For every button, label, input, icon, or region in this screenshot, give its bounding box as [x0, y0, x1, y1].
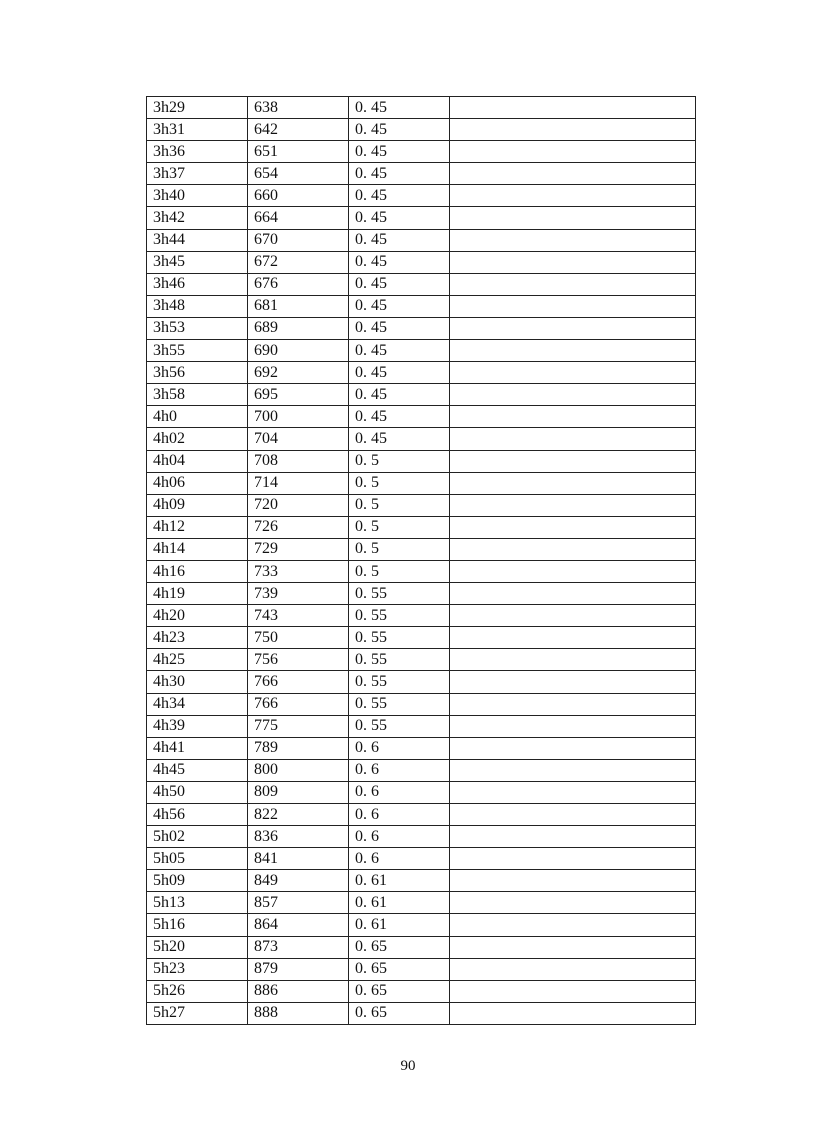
note-cell	[450, 958, 696, 980]
value-cell: 775	[248, 715, 349, 737]
note-cell	[450, 560, 696, 582]
table-row	[147, 826, 696, 848]
note-cell	[450, 715, 696, 737]
value-cell: 836	[248, 826, 349, 848]
data-table	[146, 96, 696, 1025]
note-cell	[450, 428, 696, 450]
time-cell: 4h39	[147, 715, 248, 737]
note-cell	[450, 892, 696, 914]
ratio-cell: 0. 55	[349, 605, 450, 627]
table-row	[147, 273, 696, 295]
ratio-cell: 0. 55	[349, 583, 450, 605]
note-cell	[450, 406, 696, 428]
table-row	[147, 936, 696, 958]
table-row	[147, 185, 696, 207]
ratio-cell: 0. 55	[349, 693, 450, 715]
ratio-cell: 0. 65	[349, 980, 450, 1002]
table-row	[147, 384, 696, 406]
ratio-cell: 0. 65	[349, 958, 450, 980]
table-row	[147, 141, 696, 163]
table-row	[147, 759, 696, 781]
time-cell: 4h23	[147, 627, 248, 649]
time-cell: 4h04	[147, 450, 248, 472]
note-cell	[450, 273, 696, 295]
table-row	[147, 472, 696, 494]
ratio-cell: 0. 6	[349, 781, 450, 803]
note-cell	[450, 516, 696, 538]
ratio-cell: 0. 5	[349, 472, 450, 494]
table-row	[147, 1002, 696, 1024]
time-cell: 3h58	[147, 384, 248, 406]
note-cell	[450, 914, 696, 936]
ratio-cell: 0. 65	[349, 1002, 450, 1024]
table-row	[147, 804, 696, 826]
time-cell: 4h45	[147, 759, 248, 781]
table-row	[147, 428, 696, 450]
value-cell: 729	[248, 538, 349, 560]
note-cell	[450, 759, 696, 781]
value-cell: 704	[248, 428, 349, 450]
ratio-cell: 0. 61	[349, 870, 450, 892]
note-cell	[450, 627, 696, 649]
value-cell: 888	[248, 1002, 349, 1024]
table-row	[147, 340, 696, 362]
time-cell: 4h20	[147, 605, 248, 627]
ratio-cell: 0. 6	[349, 737, 450, 759]
ratio-cell: 0. 6	[349, 826, 450, 848]
value-cell: 733	[248, 560, 349, 582]
value-cell: 676	[248, 273, 349, 295]
value-cell: 708	[248, 450, 349, 472]
table-row	[147, 715, 696, 737]
time-cell: 3h40	[147, 185, 248, 207]
value-cell: 690	[248, 340, 349, 362]
ratio-cell: 0. 65	[349, 936, 450, 958]
time-cell: 5h09	[147, 870, 248, 892]
value-cell: 695	[248, 384, 349, 406]
time-cell: 3h44	[147, 229, 248, 251]
table-row	[147, 119, 696, 141]
value-cell: 800	[248, 759, 349, 781]
ratio-cell: 0. 45	[349, 185, 450, 207]
table-row	[147, 516, 696, 538]
note-cell	[450, 362, 696, 384]
time-cell: 5h16	[147, 914, 248, 936]
note-cell	[450, 1002, 696, 1024]
note-cell	[450, 538, 696, 560]
value-cell: 714	[248, 472, 349, 494]
value-cell: 681	[248, 295, 349, 317]
ratio-cell: 0. 55	[349, 627, 450, 649]
ratio-cell: 0. 45	[349, 141, 450, 163]
table-row	[147, 980, 696, 1002]
time-cell: 3h37	[147, 163, 248, 185]
note-cell	[450, 826, 696, 848]
note-cell	[450, 737, 696, 759]
table-row	[147, 627, 696, 649]
value-cell: 841	[248, 848, 349, 870]
ratio-cell: 0. 45	[349, 207, 450, 229]
ratio-cell: 0. 61	[349, 892, 450, 914]
note-cell	[450, 494, 696, 516]
value-cell: 766	[248, 693, 349, 715]
time-cell: 5h27	[147, 1002, 248, 1024]
time-cell: 3h53	[147, 317, 248, 339]
table-row	[147, 538, 696, 560]
table-row	[147, 583, 696, 605]
ratio-cell: 0. 45	[349, 251, 450, 273]
value-cell: 809	[248, 781, 349, 803]
ratio-cell: 0. 45	[349, 428, 450, 450]
table-row	[147, 870, 696, 892]
note-cell	[450, 185, 696, 207]
ratio-cell: 0. 45	[349, 229, 450, 251]
ratio-cell: 0. 45	[349, 119, 450, 141]
table-row	[147, 848, 696, 870]
note-cell	[450, 870, 696, 892]
value-cell: 849	[248, 870, 349, 892]
value-cell: 664	[248, 207, 349, 229]
time-cell: 4h56	[147, 804, 248, 826]
note-cell	[450, 229, 696, 251]
note-cell	[450, 384, 696, 406]
ratio-cell: 0. 45	[349, 406, 450, 428]
time-cell: 3h46	[147, 273, 248, 295]
ratio-cell: 0. 5	[349, 450, 450, 472]
time-cell: 5h20	[147, 936, 248, 958]
value-cell: 660	[248, 185, 349, 207]
note-cell	[450, 671, 696, 693]
value-cell: 743	[248, 605, 349, 627]
time-cell: 5h23	[147, 958, 248, 980]
ratio-cell: 0. 61	[349, 914, 450, 936]
table-row	[147, 295, 696, 317]
table-row	[147, 914, 696, 936]
value-cell: 670	[248, 229, 349, 251]
time-cell: 5h13	[147, 892, 248, 914]
time-cell: 3h36	[147, 141, 248, 163]
note-cell	[450, 781, 696, 803]
ratio-cell: 0. 45	[349, 317, 450, 339]
value-cell: 739	[248, 583, 349, 605]
note-cell	[450, 207, 696, 229]
ratio-cell: 0. 45	[349, 97, 450, 119]
value-cell: 692	[248, 362, 349, 384]
ratio-cell: 0. 45	[349, 295, 450, 317]
ratio-cell: 0. 5	[349, 538, 450, 560]
table-row	[147, 163, 696, 185]
ratio-cell: 0. 6	[349, 759, 450, 781]
table-row	[147, 362, 696, 384]
table-row	[147, 781, 696, 803]
note-cell	[450, 804, 696, 826]
value-cell: 822	[248, 804, 349, 826]
value-cell: 642	[248, 119, 349, 141]
note-cell	[450, 472, 696, 494]
note-cell	[450, 119, 696, 141]
note-cell	[450, 340, 696, 362]
time-cell: 4h09	[147, 494, 248, 516]
table-row	[147, 671, 696, 693]
ratio-cell: 0. 45	[349, 163, 450, 185]
table-row	[147, 207, 696, 229]
time-cell: 3h29	[147, 97, 248, 119]
ratio-cell: 0. 45	[349, 362, 450, 384]
note-cell	[450, 295, 696, 317]
table-row	[147, 406, 696, 428]
value-cell: 689	[248, 317, 349, 339]
table-row	[147, 560, 696, 582]
table-body	[147, 97, 696, 1025]
value-cell: 651	[248, 141, 349, 163]
ratio-cell: 0. 6	[349, 848, 450, 870]
value-cell: 750	[248, 627, 349, 649]
value-cell: 873	[248, 936, 349, 958]
value-cell: 766	[248, 671, 349, 693]
time-cell: 4h14	[147, 538, 248, 560]
ratio-cell: 0. 5	[349, 560, 450, 582]
value-cell: 700	[248, 406, 349, 428]
note-cell	[450, 583, 696, 605]
value-cell: 789	[248, 737, 349, 759]
ratio-cell: 0. 45	[349, 340, 450, 362]
note-cell	[450, 848, 696, 870]
page-number: 90	[400, 1058, 416, 1074]
ratio-cell: 0. 5	[349, 516, 450, 538]
time-cell: 3h48	[147, 295, 248, 317]
table-row	[147, 737, 696, 759]
table-row	[147, 494, 696, 516]
note-cell	[450, 649, 696, 671]
value-cell: 672	[248, 251, 349, 273]
time-cell: 3h56	[147, 362, 248, 384]
ratio-cell: 0. 45	[349, 273, 450, 295]
note-cell	[450, 97, 696, 119]
time-cell: 4h06	[147, 472, 248, 494]
time-cell: 4h34	[147, 693, 248, 715]
table-row	[147, 317, 696, 339]
value-cell: 879	[248, 958, 349, 980]
note-cell	[450, 251, 696, 273]
ratio-cell: 0. 6	[349, 804, 450, 826]
note-cell	[450, 693, 696, 715]
note-cell	[450, 317, 696, 339]
table-row	[147, 97, 696, 119]
table-row	[147, 251, 696, 273]
table-row	[147, 693, 696, 715]
note-cell	[450, 605, 696, 627]
time-cell: 4h41	[147, 737, 248, 759]
time-cell: 4h16	[147, 560, 248, 582]
value-cell: 720	[248, 494, 349, 516]
note-cell	[450, 163, 696, 185]
time-cell: 4h50	[147, 781, 248, 803]
ratio-cell: 0. 45	[349, 384, 450, 406]
time-cell: 5h05	[147, 848, 248, 870]
value-cell: 654	[248, 163, 349, 185]
note-cell	[450, 141, 696, 163]
table-row	[147, 605, 696, 627]
ratio-cell: 0. 55	[349, 671, 450, 693]
table-row	[147, 958, 696, 980]
time-cell: 4h30	[147, 671, 248, 693]
time-cell: 4h12	[147, 516, 248, 538]
note-cell	[450, 450, 696, 472]
value-cell: 726	[248, 516, 349, 538]
ratio-cell: 0. 5	[349, 494, 450, 516]
note-cell	[450, 980, 696, 1002]
time-cell: 5h26	[147, 980, 248, 1002]
time-cell: 3h55	[147, 340, 248, 362]
time-cell: 4h0	[147, 406, 248, 428]
table-row	[147, 649, 696, 671]
time-cell: 3h45	[147, 251, 248, 273]
ratio-cell: 0. 55	[349, 715, 450, 737]
value-cell: 857	[248, 892, 349, 914]
time-cell: 4h02	[147, 428, 248, 450]
table-row	[147, 229, 696, 251]
time-cell: 5h02	[147, 826, 248, 848]
time-cell: 3h31	[147, 119, 248, 141]
note-cell	[450, 936, 696, 958]
value-cell: 864	[248, 914, 349, 936]
time-cell: 4h19	[147, 583, 248, 605]
table-row	[147, 450, 696, 472]
time-cell: 3h42	[147, 207, 248, 229]
value-cell: 756	[248, 649, 349, 671]
value-cell: 886	[248, 980, 349, 1002]
time-cell: 4h25	[147, 649, 248, 671]
value-cell: 638	[248, 97, 349, 119]
table-row	[147, 892, 696, 914]
ratio-cell: 0. 55	[349, 649, 450, 671]
